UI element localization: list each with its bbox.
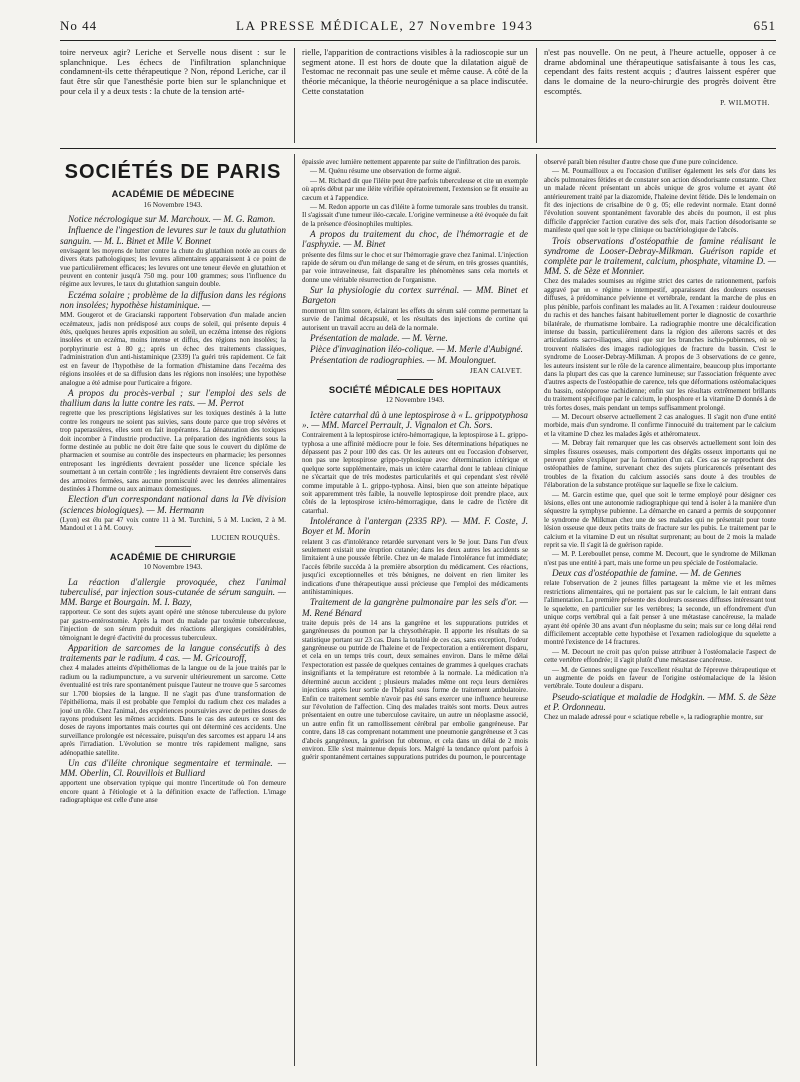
discussion: — M. Redon apporte un cas d'iléite à forme tumorale sans troubles du transit. Il s'agissait d'une tumeur iléo-cæcale. L'origine vermineuse a été évoquée du fait de la présence d'éosinophiles multiples.: [302, 203, 528, 228]
article-text: Chez des malades soumises au régime strict des cartes de rationnement, parfois aggravé par un « régime » intempestif, apparaissent des douleurs osseuses diffuses, à prédominance pelvienne et vertébrale, rendant la marche de plus en plus pénible, parfois confinant les malades au lit. A l'examen : raideur douloureuse du rachis et des hanches faisant habituellement porter le diagnostic de coxarthrie bilatérale, de rhumatisme lombaire. La radiographie montre une décalcification intense du bassin, particulièrement dans la région des ailerons sacrés et des articulations sacro-iliaques, ainsi que sur les branches ischio-pubiennes, où se trouvent réalisées des images radiologiques de fracture du bassin. C'est le syndrome de Looser-Debray-Milkman. A propos de 3 observations de ce genre, les auteurs insistent sur le rôle de la carence alimentaire, beaucoup plus importante dans la plupart des cas que la carence lumineuse; sur l'association fréquente avec d'autres aspects de l'ostéopathie de carence, tels que déformations ostéomalaciques du bassin, ostéoporose rachidienne; enfin sur les résultats extrêmement brillants du traitement spécifique par le calcium, le phosphore et la vitamine D donnés à de très fortes doses, mais pendant un temps suffisamment prolongé.: [544, 277, 776, 412]
discussion: — M. Decourt ne croit pas qu'on puisse attribuer à l'ostéomalacie l'aspect de cette vertèbre effondrée; il s'agit plutôt d'une métastase cancéreuse.: [544, 647, 776, 665]
column-1: [60, 158, 286, 1068]
article-text: (Lyon) est élu par 47 voix contre 11 à M. Turchini, 5 à M. Lucien, 2 à M. Mandoul et 1 à M. Couvy.: [60, 515, 286, 533]
society-heading: SOCIÉTÉ MÉDICALE DES HOPITAUX: [328, 384, 502, 395]
author-signature: LUCIEN ROUQUÈS.: [211, 532, 280, 542]
journal-page: [60, 18, 776, 1068]
article-title: Ictère catarrhal dû à une leptospirose à « L. grippotyphosa ». — MM. Marcel Perrault, J. Vignalon et Ch. Sors.: [302, 409, 528, 430]
column-divider: [536, 154, 537, 1066]
header-rule: [60, 40, 776, 41]
column-divider: [536, 48, 537, 143]
discussion: — M. Poumailloux a eu l'occasion d'utiliser également les sels d'or dans les abcès pulmonaires fétides et de constater son action désodorisante constante. Chez un malade récent présentant un abcès unique de gros volume et ayant été antérieurement traité par la diazomide, l'haleine devint fétide. Dès le lendemain on fit des injections de crisalbine de 0 g. 05; elle redevint normale. Etant donné l'évolution souvent spontanément favorable des abcès du poumon, il est plus difficile d'apprécier l'action curative des sels d'or, mais l'action désodorisante se manifeste quel que soit le type clinique ou bactériologique de l'abcès.: [544, 167, 776, 235]
article-title: Un cas d'iléite chronique segmentaire et terminale. — MM. Oberlin, Cl. Rouvillois et Bulliard: [60, 757, 286, 779]
article-title: Pièce d'invagination iléo-colique. — M. Merle d'Aubigné.: [310, 344, 523, 355]
article-text: montrent un film sonore, éclairant les effets du sérum salé comme permettant la survie de l'animal décapsulé, et les résultats des injections de cortine qui autorisent un travail accru au delà de la normale.: [302, 306, 528, 332]
article-text: observé paraît bien résulter d'autre chose que d'une pure coïncidence.: [544, 158, 738, 166]
issue-number: No 44: [60, 18, 98, 33]
discussion: — M. Decourt observe actuellement 2 cas analogues. Il s'agit non d'une entité morbide, mais d'un syndrome. Il confirme l'innocuité du traitement par le calcium et la vitamine D chez les malades âgés et athéromateux.: [544, 412, 776, 438]
column-3: [544, 158, 776, 1068]
article-text: Contrairement à la leptospirose ictéro-hémorragique, la leptospirose à L. grippo-typhosa a une affinité médiocre pour le foie. Ses déterminations hépatiques ne dépassent pas 2 pour 100 des cas. Or les auteurs ont eu l'occasion d'observer, non pas une leptospirose grippo-typhosique avec détermination ictérique et quelque sorte supplémentaire, mais un ictère catarrhal dont le tableau clinique ne s'écartait que de très modestes particularités et qui cependant s'est révélé comme imputable à L. grippo-typhosa. Ainsi, bien que son atteinte hépatique soit apparemment très faible, la nouvelle leptospirose doit prendre place, aux côtés de la leptospirose ictéro-hémorragique, dans le cadre de l'ictère dit catarrhal.: [302, 431, 528, 515]
page-header: [60, 18, 776, 36]
article-title: Influence de l'ingestion de levures sur le taux du glutathion sanguin. — M. L. Binet et Mlle V. Bonnet: [60, 225, 286, 246]
session-date: 16 Novembre 1943.: [143, 199, 203, 209]
article-text: Chez un malade adressé pour « sciatique rebelle », la radiographie montre, sur: [544, 713, 764, 722]
article-text: apportent une observation typique qui montre l'incertitude où l'on demeure encore quant à l'étiologie et à la définition exacte de l'affection. L'image radiographique est celle d'une anse: [60, 779, 286, 805]
article-title: Traitement de la gangrène pulmonaire par les sels d'or. — M. René Bénard: [302, 597, 528, 618]
article-title: Trois observations d'ostéopathie de famine réalisant le syndrome de Looser-Debray-Milkman. Guérison rapide et complète par le traitement, calcium, phosphate, vitamine D. — MM. S. de Sèze et Monnier.: [544, 235, 776, 277]
article-title: Deux cas d'ostéopathie de famine. — M. de Gennes: [552, 568, 742, 579]
session-date: 12 Novembre 1943.: [385, 395, 445, 405]
society-heading: ACADÉMIE DE MÉDECINE: [111, 189, 235, 200]
top-text-3: n'est pas nouvelle. On ne peut, à l'heure actuelle, opposer à ce drame abdominal une thérapeutique satisfaisante à tous les cas, cependant des faits restent acquis ; d'autres laissent espérer que dans le domaine de la neuro-chirurgie des progrès doivent être escomptés.: [544, 48, 776, 96]
top-column-3: [544, 48, 776, 143]
article-text: relatent 3 cas d'intolérance retardée survenant vers le 9e jour. Dans l'un d'eux seulement existait une éruption cutanée; dans les deux autres les accidents se limitaient à une poussée fébrile. Chez un 4e malade l'intolérance fut immédiate; l'accès fébrile succéda à la première absorption du médicament. Ces réactions, jusqu'ici exceptionnelles et très bénignes, ne doivent en rien limiter les indications d'une thérapeutique aussi précieuse que l'emploi des médicaments antihistaminiques.: [302, 537, 528, 597]
article-title: La réaction d'allergie provoquée, chez l'animal tuberculisé, par injection sous-cutanée de sérum sanguin. — MM. Barge et Bourgain. M. I. Bazy,: [60, 576, 286, 608]
session-date: 10 Novembre 1943.: [143, 562, 203, 572]
article-text: envisagent les moyens de lutter contre la chute du glutathion notée au cours de divers états pathologiques; les levures alimentaires apparaissent à ce point de vue particulièrement efficaces; les levures ont une teneur élevée en glutathion et peuvent en contenir jusqu'à 750 mg. pour 100 grammes; sous l'influence du régime aux levures, le taux du glutathion sanguin double.: [60, 246, 286, 289]
article-title: Sur la physiologie du cortex surrénal. — MM. Binet et Bargeton: [302, 285, 528, 306]
article-title: A propos du traitement du choc, de l'hémorragie et de l'asphyxie. — M. Binet: [302, 229, 528, 250]
column-divider: [294, 48, 295, 143]
article-text: présente des films sur le choc et sur l'hémorragie grave chez l'animal. L'injection rapide de sérum ou d'un mélange de sang et de sérum, en très grosses quantités, par voie intraveineuse, fait disparaître les phénomènes sans cela mortels et donne une véritable résurrection de l'organisme.: [302, 250, 528, 284]
top-column-1: [60, 48, 286, 143]
society-heading: ACADÉMIE DE CHIRURGIE: [109, 552, 237, 563]
discussion: — M. Quénu résume une observation de forme aiguë.: [310, 167, 461, 176]
article-title: Présentation de radiographies. — M. Moulonguet.: [310, 355, 497, 366]
discussion: — M. de Gennes souligne que l'excellent résultat de l'épreuve thérapeutique et un augmente de poids en faveur de l'origine ostéomalacique de la lésion vertébrale. Toute douleur a disparu.: [544, 665, 776, 691]
column-divider: [294, 154, 295, 1066]
article-title: Eczéma solaire ; problème de la diffusion dans les régions non insolées; hypothèse histaminique. —: [60, 289, 286, 311]
article-text: chez 4 malades atteints d'épithéliomas de la langue ou de la joue traités par le radium ou la radiumpuncture, a vu survenir ultérieurement un sarcome. Cette éventualité est très rare spontanément puisque l'auteur ne trouve que 5 sarcomes sur 1.700 biopsies de la langue. Il ne s'agit pas d'une transformation de l'épithélioma, mais il est probable que l'emploi du radium chez ces malades a joué un rôle. Chez l'animal, des expériences poursuivies avec de petites doses de rayons produisent les mêmes accidents. Dans le cas des auteurs ce sont des doses de rayons importantes mais courtes qui ont déterminé ces accidents. Une surveillance prolongée est nécessaire, puisqu'un des sarcomes est apparu 14 ans après l'irradiation. L'évolution se montre très rapidement maligne, sans adénopathie satellite.: [60, 664, 286, 757]
discussion: — M. Debray fait remarquer que les cas observés actuellement sont loin des simples fissures osseuses, mais comportent des dégâts osseux importants qui ne peuvent guère s'expliquer par la formation d'un cal. Ces cas se rapprochent des ostéopathies de famine, survenant chez des sujets pluricarencés présentant des troubles de la fixation du calcium associés sans doute à des troubles de l'élaboration de la substance protéique sur laquelle se fixe le calcium.: [544, 439, 776, 490]
article-text: traite depuis près de 14 ans la gangrène et les suppurations putrides et gangréneuses du poumon par la chrysothérapie. Il apporte les résultats de sa statistique portant sur 23 cas. Dans la totalité de ces cas, sans exception, l'odeur gangréneuse ou putride de l'haleine et de l'expectoration a entièrement disparu, et cela en un temps très court, deux semaines environ. Dans le même délai l'expectoration est passée de quelques centaines de grammes à quelques crachats insignifiants et la température est retombée à la normale. La médication n'a déterminé aucun accident ; plusieurs malades même ont reçu leurs dernières injections après leur sortie de l'hôpital sous forme de traitement ambulatoire. Enfin ce traitement semble n'avoir pas été sans exercer une influence heureuse sur l'évolution de l'affection. Cinq des malades traités sont morts. Deux autres présentaient en outre une tuberculose cavitaire, un autre un néoplasme associé, un autre enfin fit un ramollissement cérébral par embolie gangréneuse. Par contre, dans 18 cas comprenant notamment une pneumonie gangréneuse et 3 cas d'abcès gangréneux, la guérison fut obtenue, et cela dans un délai de 2 mois environ. Elle s'est maintenue depuis lors. Malgré la tendance qu'ont parfois à guérir spontanément certaines suppurations putrides du poumon, le pourcentage: [302, 618, 528, 762]
article-title: Intolérance à l'antergan (2335 RP). — MM. F. Coste, J. Boyer et M. Morin: [302, 516, 528, 537]
discussion: — M. Garcin estime que, quel que soit le terme employé pour désigner ces lésions, elles ont une autonomie radiographique qui tend à isoler à la manière d'un séquestre la symphyse pubienne. La démarche en canard a permis de soupçonner le syndrome de Milkman chez une de ses malades qui ne présentait pour toute lésion osseuse que deux petits traits de fracture sur les pubis. Le traitement par le calcium et la vitamine D eut un résultat surprenant; au bout de 2 mois la malade reprit sa vie. Il s'agit là de guérison rapide.: [544, 490, 776, 550]
top-text-2: rielle, l'apparition de contractions visibles à la radioscopie sur un segment atone. Il est hors de doute que la dilatation aiguë de l'estomac ne reconnait pas une seule et même cause. A côté de la théorie mécanique, la théorie neurogénique a sa place indiscutée. Cette constatation: [302, 48, 528, 96]
discussion: — M. Richard dit que l'iléite peut être parfois tuberculeuse et cite un exemple où après début par une iléite vérifiée opératoirement, l'extension se fit ensuite au cæcum et à l'appendice.: [302, 176, 528, 202]
section-rule: [60, 148, 776, 149]
article-text: MM. Gougerot et de Gracianski rapportent l'observation d'un malade ancien eczémateux, jadis non prédisposé aux coups de soleil, qui présente depuis 4 étés, quelques heures après exposition au soleil, un eczéma intense des régions insolées et un eczéma, moins intense et diffus, des régions non insolées; la porphyrinurie est à 80 g.; après un échec des traitements classiques, l'administration d'un anti-histaminique (2339) l'a guéri très rapidement. Ce fait est en faveur de l'hypothèse de la formation d'histamine dans l'eczéma des régions insolées et de sa diffusion dans les régions non insolées; une hypothèse analogue a été admise pour l'urticaire a frigore.: [60, 311, 286, 387]
article-title: Notice nécrologique sur M. Marchoux. — M. G. Ramon.: [68, 214, 276, 225]
page-number: 651: [753, 18, 776, 33]
author-signature: JEAN CALVET.: [469, 365, 522, 375]
article-text: rapporteur. Ce sont des sujets ayant opéré une sténose tuberculeuse du pylore par gastro-entérostomie. Après la mort du malade par toxémie tuberculeuse, l'injection de son sérum produit des réactions allergiques considérables, témoignant le degré d'activité du processus tuberculeux.: [60, 608, 286, 642]
article-text: relate l'observation de 2 jeunes filles partageant la même vie et les mêmes restrictions alimentaires, qui ne portaient pas sur le calcium, le lait entrant dans l'alimentation. La première présente des douleurs osseuses diffuses intéressant tout le squelette, en particulier sur les vertèbres; la seconde, un effondrement d'un unique corps vertébral qui a fait penser à une métastase cancéreuse, la malade ayant été opérée 30 ans avant d'un néoplasme du sein; mais sur ce long délai rend difficilement acceptable cette hypothèse et l'examen radiologique du squelette a montré l'existence de 14 fractures.: [544, 579, 776, 647]
article-text: regrette que les prescriptions législatives sur les toxiques destinés à la lutte contre les rongeurs ne soient pas suivies, sans doute parce que trop sévères et trop paperassières, elles sont en fait inopérantes. La dénaturation des toxiques doit incomber à l'industrie productive. La préparation des ingrédients sous la forme destinée au public ne doit être faite que sous le couvert du diplôme de pharmacien et soumise au contrôle des inspecteurs en pharmacie; les personnes entreposant les ingrédients devraient posséder une licence spéciale les soumettant à un certain contrôle ; les ingrédients devraient être conservés dans des armoires fermées, sans aucune promiscuité avec les denrées alimentaires destinées à l'homme ou aux animaux domestiques.: [60, 409, 286, 493]
column-2: [302, 158, 528, 1068]
journal-title: LA PRESSE MÉDICALE, 27 Novembre 1943: [236, 18, 534, 33]
article-title: Pseudo-sciatique et maladie de Hodgkin. — MM. S. de Sèze et P. Ordonneau.: [544, 691, 776, 712]
article-text: épaissie avec lumière nettement apparente par suite de l'infiltration des parois.: [302, 158, 521, 166]
section-title: SOCIÉTÉS DE PARIS: [64, 161, 282, 183]
top-text-1: toire nerveux agir? Leriche et Servelle nous disent : sur le splanchnique. Les échecs de l'infiltration splanchnique condamnent-ils cette thérapeutique ? Non, répond Leriche, car il faut être sûr que l'anesthésie porte bien sur le splanchnique et pour cela il y a deux tests : la chute de la tension arté-: [60, 48, 286, 96]
article-title: Présentation de malade. — M. Verne.: [310, 332, 448, 343]
separator: [397, 379, 433, 380]
top-column-2: [302, 48, 528, 143]
article-title: A propos du procès-verbal ; sur l'emploi des sels de thallium dans la lutte contre les rats. — M. Perrot: [60, 387, 286, 409]
article-title: Election d'un correspondant national dans la IVe division (sciences biologiques). — M. Hermann: [60, 494, 286, 515]
discussion: — M. P. Lereboullet pense, comme M. Decourt, que le syndrome de Milkman n'est pas une entité à part, mais une forme un peu spéciale de l'ostéomalacie.: [544, 550, 776, 567]
article-title: Apparition de sarcomes de la langue consécutifs à des traitements par le radium. 4 cas. — M. Gricouroff,: [60, 643, 286, 664]
separator: [155, 546, 191, 547]
signature: P. WILMOTH.: [720, 97, 770, 107]
